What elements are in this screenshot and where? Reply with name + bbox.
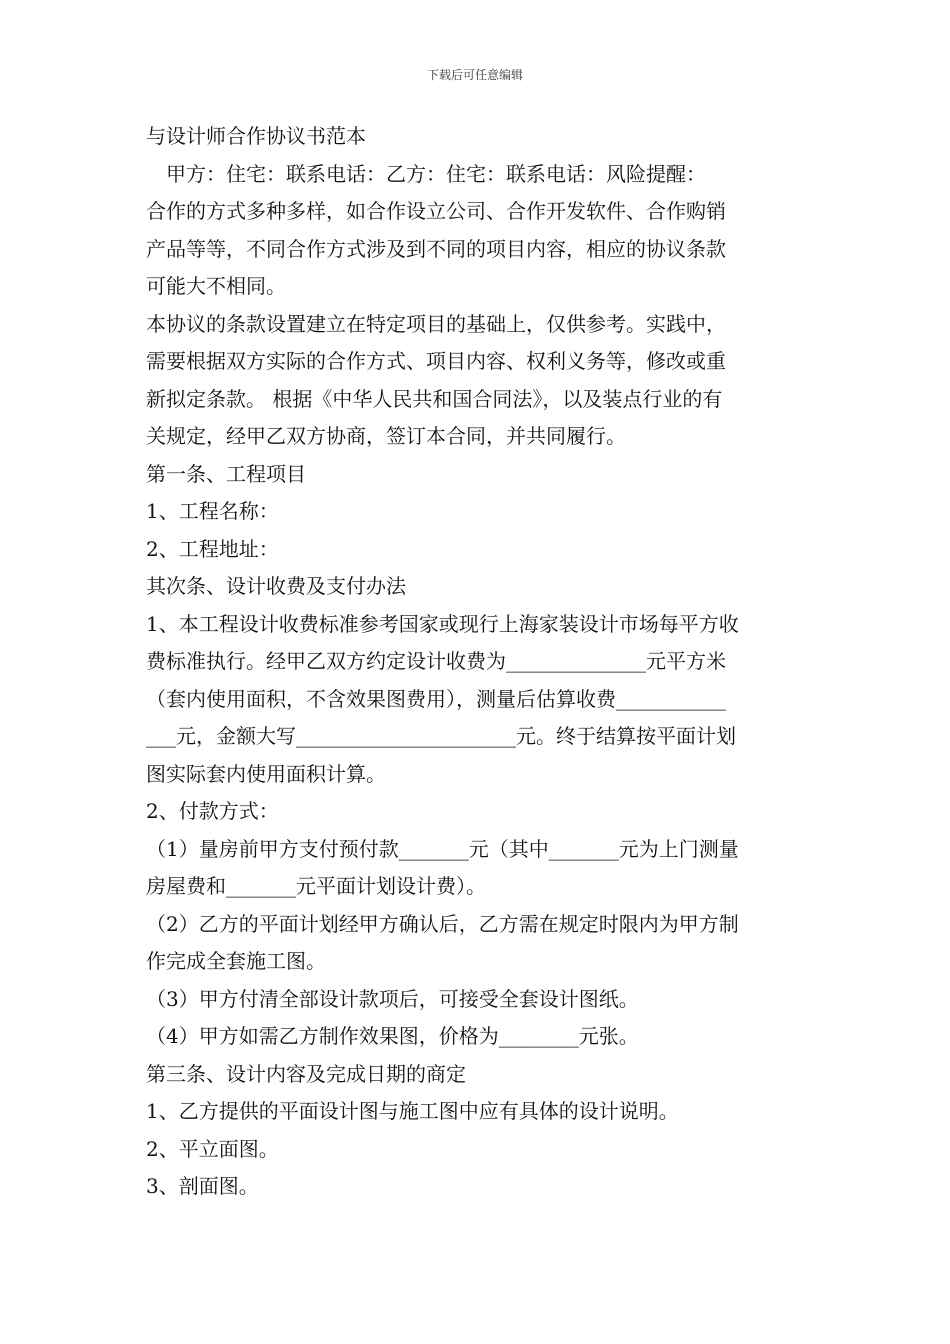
paragraph-line: 可能大不相同。 xyxy=(146,274,286,298)
paragraph-line: 新拟定条款。 根据《中华人民共和国合同法》，以及装点行业的有 xyxy=(146,386,723,411)
paragraph-line: 图实际套内使用面积计算。 xyxy=(146,761,386,786)
page-header-note: 下载后可任意编辑 xyxy=(426,68,523,82)
list-item: 2、平立面图。 xyxy=(146,1136,279,1161)
list-item: 2、工程地址： xyxy=(146,536,279,561)
section-heading: 第一条、工程项目 xyxy=(146,461,306,486)
list-item: 3、剖面图。 xyxy=(146,1174,259,1198)
party-info-line: 甲方：住宅：联系电话：乙方：住宅：联系电话：风险提醒： xyxy=(166,161,706,186)
paragraph-line: 费标准执行。经甲乙双方约定设计收费为______________元平方米 xyxy=(146,649,726,673)
paragraph-line: 产品等等，不同合作方式涉及到不同的项目内容，相应的协议条款 xyxy=(146,236,726,261)
paragraph-line: （4）甲方如需乙方制作效果图，价格为________元张。 xyxy=(146,1024,639,1048)
section-heading: 其次条、设计收费及支付办法 xyxy=(146,574,406,598)
paragraph-line: （3）甲方付清全部设计款项后，可接受全套设计图纸。 xyxy=(146,986,639,1011)
paragraph-line: ___元，金额大写______________________元。终于结算按平面计划 xyxy=(146,724,736,748)
list-item: 2、付款方式： xyxy=(146,799,279,823)
paragraph-line: 合作的方式多种多样，如合作设立公司、合作开发软件、合作购销 xyxy=(146,199,726,223)
document-title: 与设计师合作协议书范本 xyxy=(146,124,366,148)
list-item: 1、工程名称： xyxy=(146,499,279,523)
paragraph-line: 1、本工程设计收费标准参考国家或现行上海家装设计市场每平方收 xyxy=(146,611,739,636)
document-body xyxy=(146,118,808,1206)
paragraph-line: 本协议的条款设置建立在特定项目的基础上，仅供参考。实践中， xyxy=(146,311,726,336)
section-heading: 第三条、设计内容及完成日期的商定 xyxy=(146,1061,466,1086)
list-item: 1、乙方提供的平面设计图与施工图中应有具体的设计说明。 xyxy=(146,1099,679,1123)
paragraph-line: 需要根据双方实际的合作方式、项目内容、权利义务等，修改或重 xyxy=(146,349,726,373)
paragraph-line: （1）量房前甲方支付预付款_______元（其中_______元为上门测量 xyxy=(146,836,739,861)
paragraph-line: 房屋费和_______元平面计划设计费）。 xyxy=(146,874,486,898)
paragraph-line: （2）乙方的平面计划经甲方确认后，乙方需在规定时限内为甲方制 xyxy=(146,911,739,936)
paragraph-line: 关规定，经甲乙双方协商，签订本合同，并共同履行。 xyxy=(146,424,626,448)
paragraph-line: （套内使用面积，不含效果图费用），测量后估算收费___________ xyxy=(146,686,726,711)
paragraph-line: 作完成全套施工图。 xyxy=(146,949,326,973)
